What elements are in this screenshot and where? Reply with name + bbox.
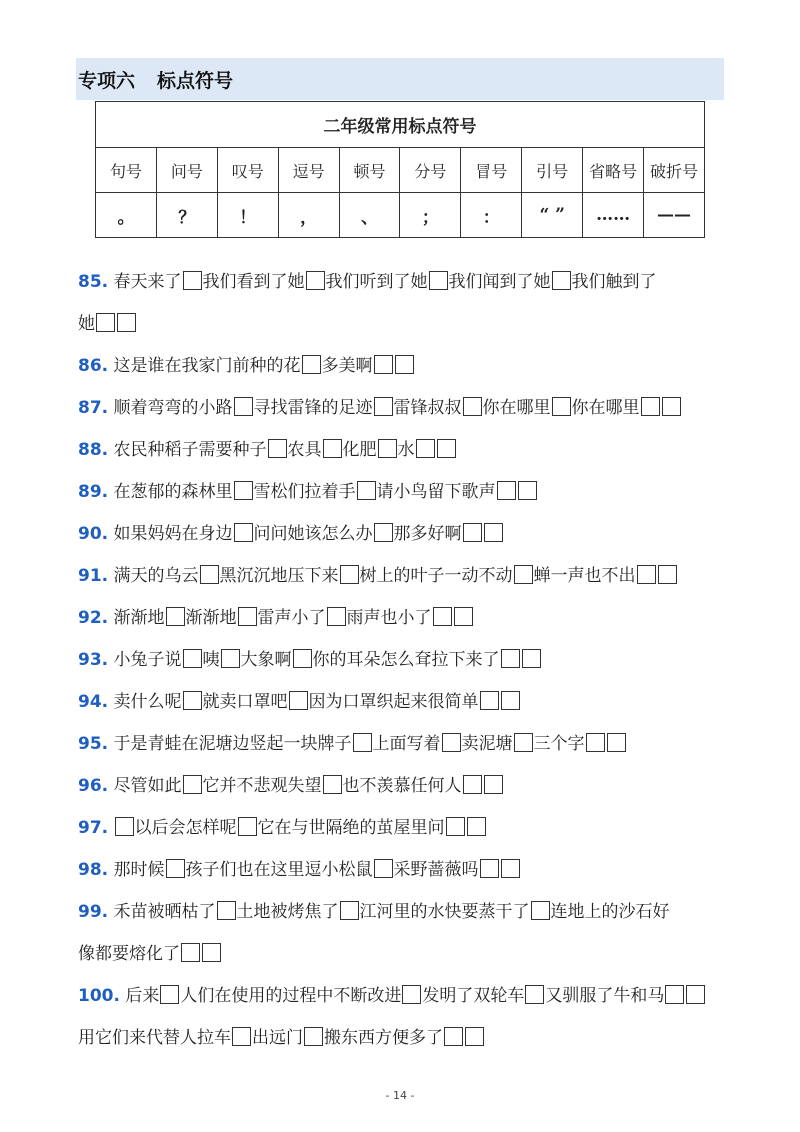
punct-name-cell: 引号 (522, 148, 583, 193)
question-text: 卖什么呢 (113, 692, 182, 712)
question-number: 93. (78, 650, 109, 670)
question-text: 江河里的水快要蒸干了 (359, 902, 530, 922)
answer-box[interactable] (433, 607, 452, 626)
answer-box[interactable] (234, 523, 253, 542)
question-text: 树上的叶子一动不动 (359, 566, 513, 586)
answer-box[interactable] (302, 355, 321, 374)
punct-name-cell: 句号 (96, 148, 157, 193)
answer-box[interactable] (289, 691, 308, 710)
answer-box[interactable] (374, 355, 393, 374)
question-text: 我们闻到了她 (448, 272, 551, 292)
punct-symbol-cell: ？ (156, 193, 217, 238)
answer-box[interactable] (232, 1027, 251, 1046)
punct-name-cell: 叹号 (217, 148, 278, 193)
question-text: 就卖口罩吧 (202, 692, 288, 712)
answer-box[interactable] (552, 271, 571, 290)
answer-box[interactable] (525, 985, 544, 1004)
punct-symbol-cell: ， (278, 193, 339, 238)
punct-symbol-cell: —— (644, 193, 705, 238)
question-line (78, 901, 670, 922)
answer-box[interactable] (446, 817, 465, 836)
punct-name-cell: 破折号 (644, 148, 705, 193)
answer-box[interactable] (662, 397, 681, 416)
question-text: 那时候 (113, 860, 165, 880)
question-text: 农民种稻子需要种子 (113, 440, 267, 460)
question-text: 蝉一声也不出 (533, 566, 636, 586)
question-text: 上面写着 (372, 734, 441, 754)
question-text: 春天来了 (113, 272, 182, 292)
answer-box[interactable] (117, 313, 136, 332)
question-number: 85. (78, 272, 109, 292)
question-text: 水 (397, 440, 415, 460)
answer-box[interactable] (160, 985, 179, 1004)
question-number: 86. (78, 356, 109, 376)
punct-symbol-cell: …… (583, 193, 644, 238)
answer-box[interactable] (501, 649, 520, 668)
answer-box[interactable] (183, 691, 202, 710)
question-text: 农具 (287, 440, 322, 460)
question-line (78, 775, 504, 796)
question-text: 又驯服了牛和马 (545, 986, 665, 1006)
answer-box[interactable] (463, 397, 482, 416)
question-line (78, 733, 627, 754)
answer-box[interactable] (444, 1027, 463, 1046)
answer-box[interactable] (183, 271, 202, 290)
question-number: 87. (78, 398, 109, 418)
punct-symbol-cell: 。 (96, 193, 157, 238)
question-text: 它在与世隔绝的茧屋里问 (257, 818, 445, 838)
answer-box[interactable] (234, 397, 253, 416)
answer-box[interactable] (686, 985, 705, 1004)
question-text: 卖泥塘 (461, 734, 513, 754)
answer-box[interactable] (374, 523, 393, 542)
question-number: 94. (78, 692, 109, 712)
page-number: - 14 - (385, 1089, 415, 1102)
answer-box[interactable] (395, 355, 414, 374)
question-number: 99. (78, 902, 109, 922)
question-text: 大象啊 (240, 650, 292, 670)
punct-symbol-cell: 、 (339, 193, 400, 238)
question-number: 95. (78, 734, 109, 754)
answer-box[interactable] (665, 985, 684, 1004)
punct-name-cell: 冒号 (461, 148, 522, 193)
answer-box[interactable] (552, 397, 571, 416)
answer-box[interactable] (501, 859, 520, 878)
question-text: 我们触到了 (571, 272, 657, 292)
section-header (76, 58, 724, 100)
question-number: 97. (78, 818, 109, 838)
question-text: 满天的乌云 (113, 566, 199, 586)
question-text: 渐渐地 (185, 608, 237, 628)
question-text: 搬东西方便多了 (324, 1028, 443, 1048)
question-line (78, 439, 457, 460)
question-text: 雪松们拉着手 (253, 482, 356, 502)
question-number: 92. (78, 608, 109, 628)
question-text: 黑沉沉地压下来 (219, 566, 339, 586)
question-text: 土地被烤焦了 (236, 902, 339, 922)
answer-box[interactable] (402, 985, 421, 1004)
question-text: 它并不悲观失望 (202, 776, 322, 796)
question-line (78, 523, 504, 544)
question-line (78, 1027, 485, 1048)
answer-box[interactable] (607, 733, 626, 752)
question-text: 那多好啊 (393, 524, 462, 544)
answer-box[interactable] (378, 439, 397, 458)
question-text: 如果妈妈在身边 (113, 524, 233, 544)
question-number: 100. (78, 986, 120, 1006)
answer-box[interactable] (442, 733, 461, 752)
punct-name-cell: 分号 (400, 148, 461, 193)
question-number: 98. (78, 860, 109, 880)
question-line (78, 817, 487, 838)
answer-box[interactable] (437, 439, 456, 458)
punct-symbol-cell: “ ” (522, 193, 583, 238)
table-row-names (96, 148, 705, 193)
question-line (78, 313, 137, 334)
answer-box[interactable] (374, 397, 393, 416)
question-text: 多美啊 (321, 356, 373, 376)
punct-name-cell: 省略号 (583, 148, 644, 193)
answer-box[interactable] (166, 859, 185, 878)
answer-box[interactable] (304, 1027, 323, 1046)
answer-box[interactable] (357, 481, 376, 500)
question-line (78, 649, 542, 670)
answer-box[interactable] (497, 481, 516, 500)
answer-box[interactable] (238, 607, 257, 626)
question-line (78, 859, 521, 880)
question-text: 你在哪里 (571, 398, 640, 418)
question-text: 也不羡慕任何人 (342, 776, 462, 796)
section-title: 标点符号 (157, 69, 234, 92)
punct-symbol-cell: ： (461, 193, 522, 238)
question-line (78, 355, 415, 376)
question-number: 96. (78, 776, 109, 796)
answer-box[interactable] (293, 649, 312, 668)
answer-box[interactable] (514, 565, 533, 584)
answer-box[interactable] (501, 691, 520, 710)
question-text: 以后会怎样呢 (134, 818, 237, 838)
question-text: 雨声也小了 (346, 608, 432, 628)
table-row-symbols (96, 193, 705, 238)
answer-box[interactable] (323, 775, 342, 794)
answer-box[interactable] (323, 439, 342, 458)
question-text: 后来 (125, 986, 160, 1006)
answer-box[interactable] (268, 439, 287, 458)
question-line (78, 943, 222, 964)
question-text: 采野蔷薇吗 (393, 860, 479, 880)
answer-box[interactable] (183, 649, 202, 668)
question-text: 像都要熔化了 (78, 944, 180, 964)
question-text: 她 (78, 314, 95, 334)
question-text: 请小鸟留下歌声 (376, 482, 496, 502)
answer-box[interactable] (467, 817, 486, 836)
question-text: 三个字 (533, 734, 585, 754)
answer-box[interactable] (480, 691, 499, 710)
answer-box[interactable] (166, 607, 185, 626)
answer-box[interactable] (96, 313, 115, 332)
question-line (78, 691, 521, 712)
question-line (78, 985, 706, 1006)
answer-box[interactable] (416, 439, 435, 458)
answer-box[interactable] (637, 565, 656, 584)
punct-symbol-cell: ！ (217, 193, 278, 238)
answer-box[interactable] (353, 733, 372, 752)
answer-box[interactable] (374, 859, 393, 878)
answer-box[interactable] (641, 397, 660, 416)
question-text: 这是谁在我家门前种的花 (113, 356, 301, 376)
question-text: 化肥 (342, 440, 377, 460)
answer-box[interactable] (463, 775, 482, 794)
question-text: 顺着弯弯的小路 (113, 398, 233, 418)
question-text: 你的耳朵怎么耷拉下来了 (312, 650, 500, 670)
question-text: 发明了双轮车 (422, 986, 525, 1006)
answer-box[interactable] (518, 481, 537, 500)
answer-box[interactable] (480, 859, 499, 878)
answer-box[interactable] (514, 733, 533, 752)
question-number: 88. (78, 440, 109, 460)
answer-box[interactable] (181, 943, 200, 962)
punct-name-cell: 逗号 (278, 148, 339, 193)
question-text: 因为口罩织起来很简单 (308, 692, 479, 712)
question-text: 问问她该怎么办 (253, 524, 373, 544)
question-text: 你在哪里 (482, 398, 551, 418)
question-line (78, 565, 678, 586)
answer-box[interactable] (202, 943, 221, 962)
answer-box[interactable] (454, 607, 473, 626)
answer-box[interactable] (217, 901, 236, 920)
question-text: 寻找雷锋的足迹 (253, 398, 373, 418)
answer-box[interactable] (200, 565, 219, 584)
answer-box[interactable] (340, 565, 359, 584)
answer-box[interactable] (340, 901, 359, 920)
question-text: 我们看到了她 (202, 272, 305, 292)
question-text: 孩子们也在这里逗小松鼠 (185, 860, 373, 880)
question-text: 于是青蛙在泥塘边竖起一块牌子 (113, 734, 352, 754)
question-text: 人们在使用的过程中不断改进 (180, 986, 402, 1006)
answer-box[interactable] (115, 817, 134, 836)
question-text: 雷声小了 (257, 608, 326, 628)
answer-box[interactable] (484, 775, 503, 794)
answer-box[interactable] (183, 775, 202, 794)
answer-box[interactable] (327, 607, 346, 626)
question-text: 渐渐地 (113, 608, 165, 628)
answer-box[interactable] (522, 649, 541, 668)
question-number: 91. (78, 566, 109, 586)
answer-box[interactable] (463, 523, 482, 542)
answer-box[interactable] (531, 901, 550, 920)
table-title: 二年级常用标点符号 (96, 102, 705, 148)
punct-name-cell: 顿号 (339, 148, 400, 193)
answer-box[interactable] (306, 271, 325, 290)
punctuation-table (95, 101, 705, 238)
answer-box[interactable] (465, 1027, 484, 1046)
answer-box[interactable] (658, 565, 677, 584)
answer-box[interactable] (234, 481, 253, 500)
answer-box[interactable] (238, 817, 257, 836)
question-text: 在葱郁的森林里 (113, 482, 233, 502)
question-number: 90. (78, 524, 109, 544)
question-line (78, 481, 538, 502)
question-text: 用它们来代替人拉车 (78, 1028, 231, 1048)
question-number: 89. (78, 482, 109, 502)
answer-box[interactable] (429, 271, 448, 290)
question-line (78, 397, 682, 418)
punct-symbol-cell: ； (400, 193, 461, 238)
question-text: 尽管如此 (113, 776, 182, 796)
question-text: 小兔子说 (113, 650, 182, 670)
question-text: 咦 (202, 650, 220, 670)
question-line (78, 271, 657, 292)
section-number: 专项六 (78, 69, 136, 92)
question-line (78, 607, 474, 628)
question-text: 连地上的沙石好 (550, 902, 670, 922)
answer-box[interactable] (586, 733, 605, 752)
question-text: 雷锋叔叔 (393, 398, 462, 418)
answer-box[interactable] (484, 523, 503, 542)
answer-box[interactable] (221, 649, 240, 668)
question-text: 我们听到了她 (325, 272, 428, 292)
question-text: 禾苗被晒枯了 (113, 902, 216, 922)
punct-name-cell: 问号 (156, 148, 217, 193)
question-text: 出远门 (252, 1028, 303, 1048)
